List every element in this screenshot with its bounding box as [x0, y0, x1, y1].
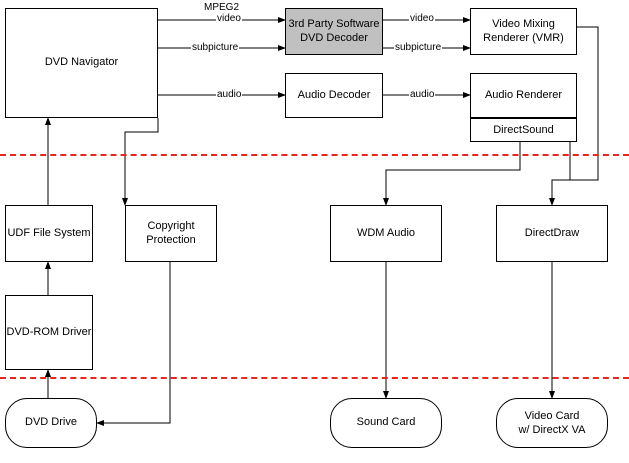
node-directsound[interactable] — [470, 118, 577, 142]
node-dvd-rom-driver-label: DVD-ROM Driver — [6, 325, 92, 338]
node-third-party-dvd-decoder-label-line1: 3rd Party Software — [288, 17, 380, 30]
edge-label-mpeg2: MPEG2 — [204, 2, 240, 13]
divider-user-kernel-upper — [0, 154, 629, 156]
node-video-card[interactable] — [496, 398, 608, 448]
node-directdraw-label: DirectDraw — [524, 226, 580, 239]
node-udf-file-system[interactable] — [5, 205, 93, 262]
node-audio-decoder-label: Audio Decoder — [297, 88, 371, 101]
edge-label-audio-decoder: audio — [410, 89, 435, 100]
node-udf-file-system-label: UDF File System — [7, 226, 91, 239]
edge-label-subpicture-navigator: subpicture — [192, 42, 239, 53]
node-third-party-dvd-decoder[interactable] — [285, 8, 383, 55]
node-video-mixing-renderer[interactable] — [470, 8, 577, 55]
node-video-mixing-renderer-label-line1: Video Mixing — [492, 17, 555, 30]
node-copyright-protection-label-line1: Copyright — [147, 219, 195, 232]
edge-label-video-decoder: video — [410, 13, 434, 24]
node-audio-renderer[interactable] — [470, 73, 577, 118]
divider-kernel-hardware-lower — [0, 377, 629, 379]
node-dvd-drive[interactable] — [5, 398, 97, 448]
node-copyright-protection-label-line2: Protection — [146, 233, 196, 246]
edge-label-audio-navigator: audio — [217, 89, 242, 100]
node-dvd-rom-driver[interactable] — [5, 295, 93, 370]
node-dvd-navigator[interactable] — [5, 8, 158, 118]
node-sound-card-label: Sound Card — [356, 416, 416, 429]
node-third-party-dvd-decoder-label-line2: DVD Decoder — [300, 31, 368, 44]
node-video-mixing-renderer-label-line2: Renderer (VMR) — [483, 31, 564, 44]
node-sound-card[interactable] — [330, 398, 442, 448]
node-dvd-navigator-label: DVD Navigator — [44, 56, 119, 69]
node-audio-renderer-label: Audio Renderer — [484, 88, 563, 101]
node-directsound-label: DirectSound — [493, 124, 554, 136]
node-audio-decoder[interactable] — [285, 73, 383, 118]
node-video-card-label-line1: Video Card — [524, 409, 580, 422]
node-directdraw[interactable] — [496, 205, 608, 262]
node-dvd-drive-label: DVD Drive — [25, 416, 77, 429]
node-wdm-audio[interactable] — [330, 205, 442, 262]
node-wdm-audio-label: WDM Audio — [356, 226, 416, 239]
node-copyright-protection[interactable] — [125, 205, 217, 262]
node-video-card-label-line2: w/ DirectX VA — [518, 424, 586, 436]
edge-label-subpicture-decoder: subpicture — [395, 42, 442, 53]
edge-label-video-navigator: video — [217, 13, 241, 24]
